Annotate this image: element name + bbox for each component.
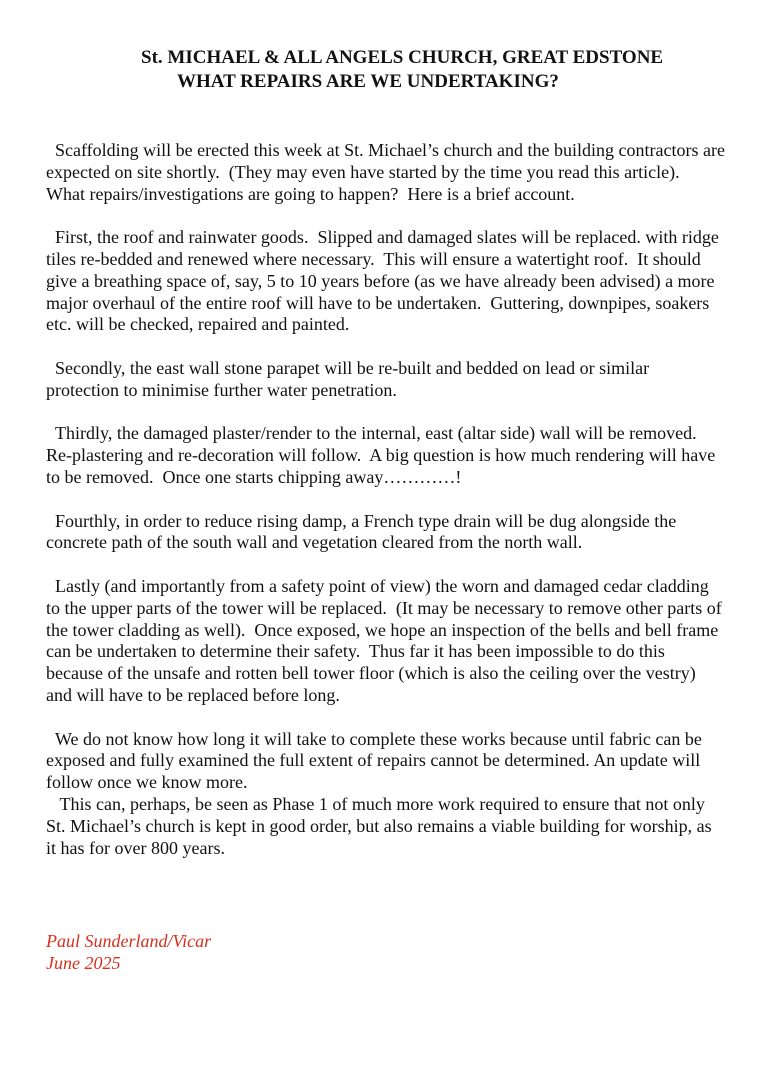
title-subject: WHAT REPAIRS ARE WE UNDERTAKING? bbox=[177, 71, 559, 92]
paragraph-timescale: We do not know how long it will take to complete these works because until fabric can be exposed and fully examined the full extent of repairs cannot be determined. An update will follow once we know more. bbox=[46, 728, 707, 793]
signature-name: Paul Sunderland/Vicar bbox=[46, 931, 212, 951]
article-body bbox=[46, 140, 730, 881]
document-title bbox=[0, 46, 768, 94]
paragraph-plaster: Thirdly, the damaged plaster/render to the internal, east (altar side) wall will be removed. Re-plastering and re-decoration will follow. A big question is how much rendering will have to be removed. Once one starts chipping away…………! bbox=[46, 423, 720, 487]
title-church-name: St. MICHAEL & ALL ANGELS CHURCH, GREAT EDSTONE bbox=[141, 47, 664, 68]
signature-block bbox=[46, 930, 211, 974]
paragraph-parapet: Secondly, the east wall stone parapet will be re-built and bedded on lead or similar protection to minimise further water penetration. bbox=[46, 357, 654, 400]
paragraph-intro: Scaffolding will be erected this week at St. Michael’s church and the building contractors are expected on site shortly. (They may even have started by the time you read this article). What repairs/investigations are going to happen? Here is a brief account. bbox=[46, 140, 730, 204]
signature-date: June 2025 bbox=[46, 953, 121, 973]
paragraph-drain: Fourthly, in order to reduce rising damp, a French type drain will be dug alongside the concrete path of the south wall and vegetation cleared from the north wall. bbox=[46, 510, 686, 553]
paragraph-phase: This can, perhaps, be seen as Phase 1 of much more work required to ensure that not only St. Michael’s church is kept in good order, but also remains a viable building for worship, as it has for over 800 years. bbox=[46, 793, 717, 858]
paragraph-roof: First, the roof and rainwater goods. Slipped and damaged slates will be replaced. with ridge tiles re-bedded and renewed where necessary. This will ensure a watertight roof. It should give a breathing space of, say, 5 to 10 years before (as we have already been advised) a more major overhaul of the entire roof will have to be undertaken. Guttering, downpipes, soakers etc. will be checked, repaired and painted. bbox=[46, 227, 724, 335]
paragraph-tower: Lastly (and importantly from a safety point of view) the worn and damaged cedar cladding to the upper parts of the tower will be replaced. (It may be necessary to remove other parts of the tower cladding as well). Once exposed, we hope an inspection of the bells and bell frame can be undertaken to determine their safety. Thus far it has been impossible to do this because of the unsafe and rotten bell tower floor (which is also the ceiling over the vestry) and will have to be replaced before long. bbox=[46, 575, 727, 705]
